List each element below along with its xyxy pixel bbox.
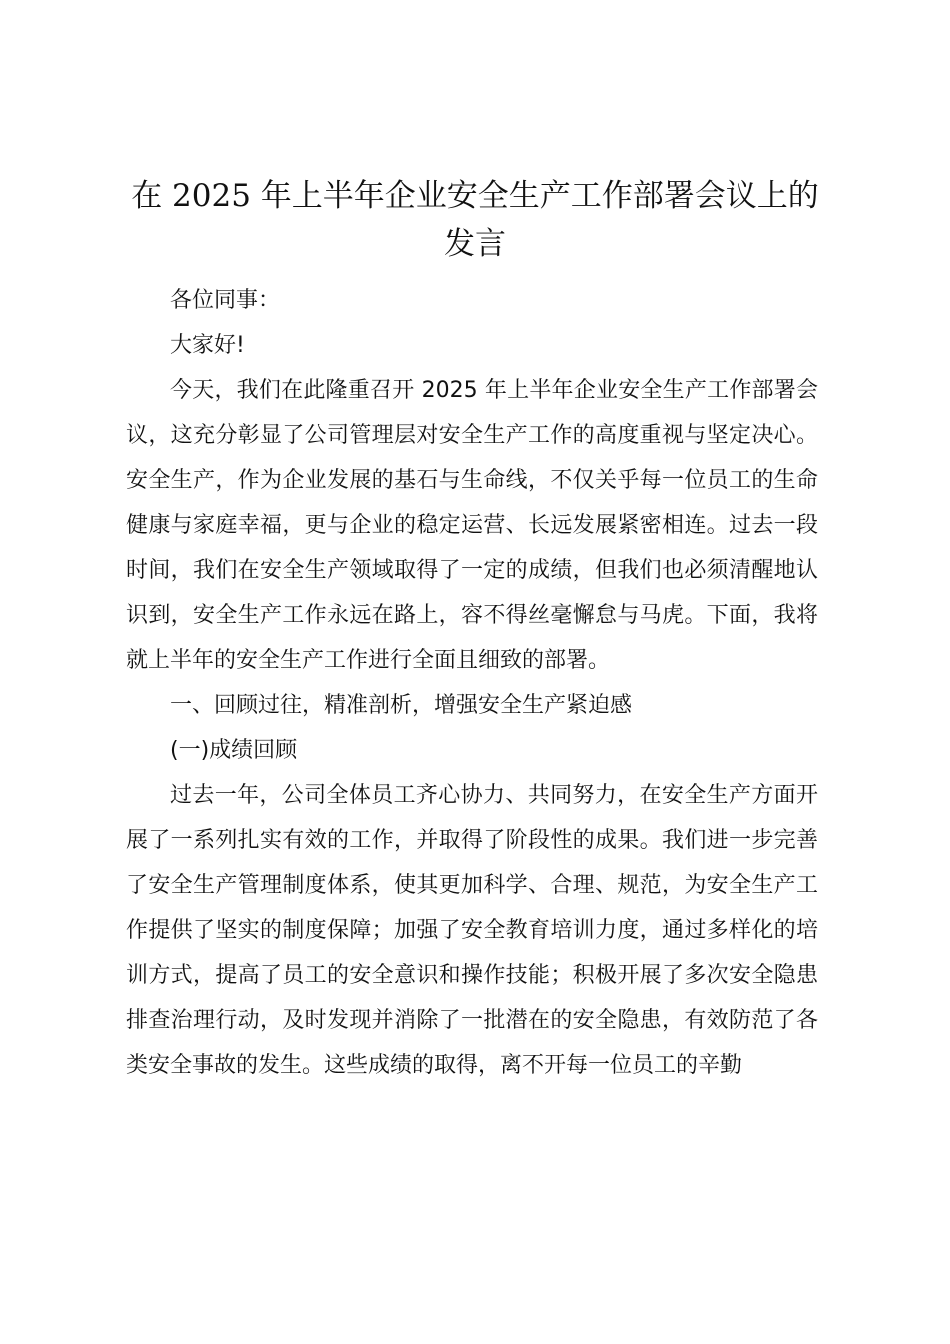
document-body <box>126 278 818 1088</box>
salutation: 各位同事： <box>170 288 281 313</box>
section-heading: 一、回顾过往，精准剖析，增强安全生产紧迫感 <box>170 693 633 718</box>
intro-paragraph: 今天，我们在此隆重召开 2025 年上半年企业安全生产工作部署会议，这充分彰显了公司管理层对安全生产工作的高度重视与坚定决心。安全生产，作为企业发展的基石与生命线，不仅关乎每一位员工的生命健康与家庭幸福，更与企业的稳定运营、长远发展紧密相连。过去一段时间，我们在安全生产领域取得了一定的成绩，但我们也必须清醒地认识到，安全生产工作永远在路上，容不得丝毫懈怠与马虎。下面，我将就上半年的安全生产工作进行全面且细致的部署。 <box>126 378 818 673</box>
subsection-paragraph: 过去一年，公司全体员工齐心协力、共同努力，在安全生产方面开展了一系列扎实有效的工作，并取得了阶段性的成果。我们进一步完善了安全生产管理制度体系，使其更加科学、合理、规范，为安全生产工作提供了坚实的制度保障；加强了安全教育培训力度，通过多样化的培训方式，提高了员工的安全意识和操作技能；积极开展了多次安全隐患排查治理行动，及时发现并消除了一批潜在的安全隐患，有效防范了各类安全事故的发生。这些成绩的取得，离不开每一位员工的辛勤 <box>126 783 818 1078</box>
greeting: 大家好! <box>170 333 245 358</box>
subsection-heading: (一)成绩回顾 <box>170 738 298 763</box>
document-title: 在 2025 年上半年企业安全生产工作部署会议上的发言 <box>131 178 819 262</box>
